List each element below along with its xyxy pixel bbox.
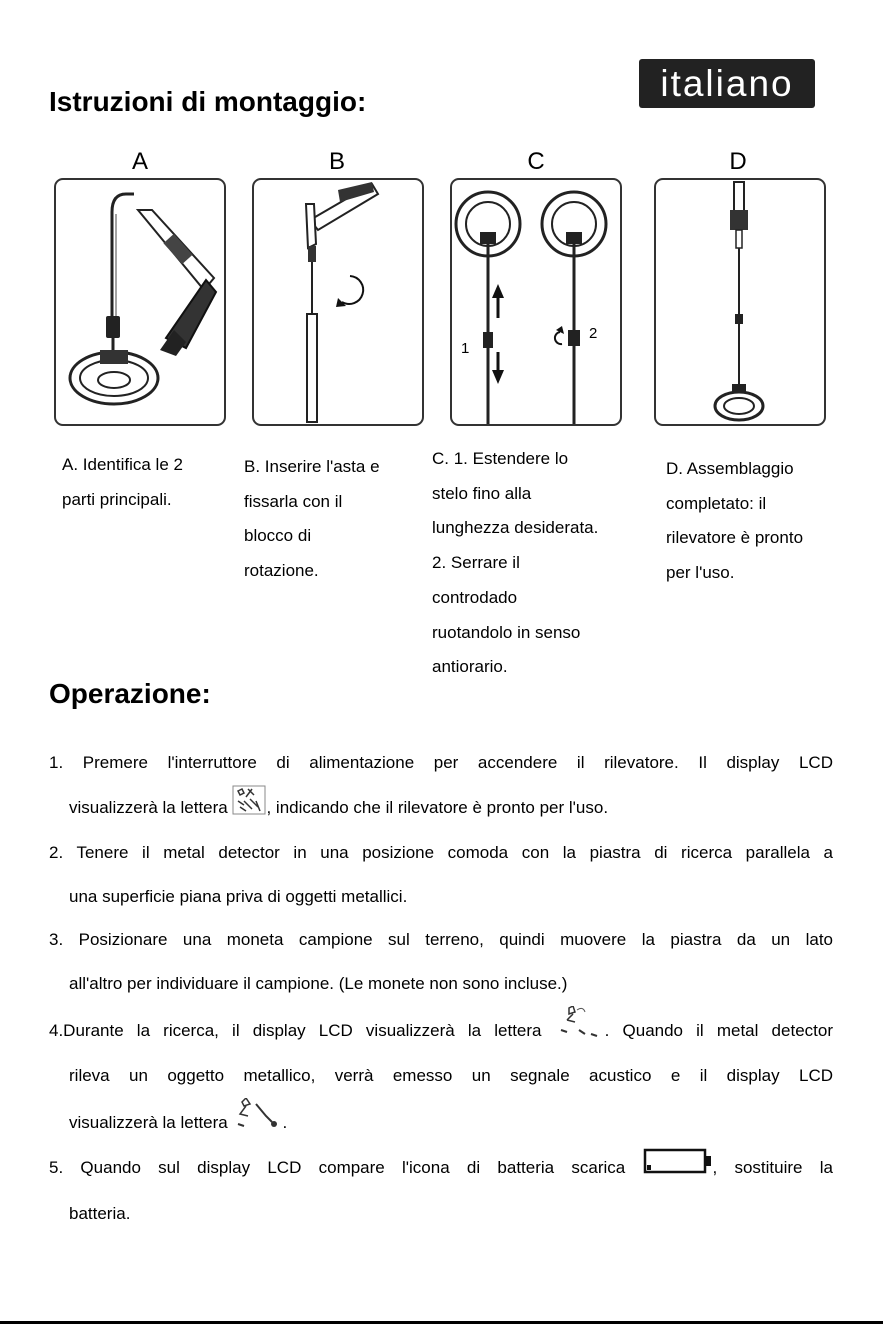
shaft-insertion-illustration	[254, 180, 422, 424]
op-item-4-line-1: 4.Durante la ricerca, il display LCD visualizzerà la lettera . Quando il metal detector	[49, 1006, 833, 1055]
op-item-3-line-2: all'altro per individuare il campione. (Le monete non sono incluse.)	[69, 973, 568, 993]
panel-b-illustration	[252, 178, 424, 426]
marker-2: 2	[589, 325, 598, 342]
op-item-4-line-3: visualizzerà la lettera .	[49, 1098, 833, 1147]
caption-b: B. Inserire l'asta e fissarla con il blocco di rotazione.	[244, 457, 380, 581]
panel-d-illustration	[654, 178, 826, 426]
step-label-c: C	[527, 148, 545, 175]
caption-a: A. Identifica le 2 parti principali.	[62, 455, 183, 509]
op-item-5-line-2: batteria.	[69, 1203, 131, 1223]
detector-parts-illustration	[56, 180, 224, 424]
lcd-searching-icon	[555, 1006, 605, 1055]
page-title: Istruzioni di montaggio:	[49, 86, 367, 117]
shaft-extension-illustration	[452, 180, 620, 424]
op-item-4-line-2: rileva un oggetto metallico, verrà emesso un segnale acustico e il display LCD	[69, 1066, 833, 1086]
low-battery-icon	[642, 1147, 712, 1192]
panel-c-illustration	[450, 178, 622, 426]
op-item-1-line-1: 1. Premere l'interruttore di alimentazione per accendere il rilevatore. Il display LCD	[49, 753, 833, 772]
step-label-b: B	[328, 148, 345, 175]
caption-c: C. 1. Estendere lo stelo fino alla lunghezza desiderata. 2. Serrare il controdado ruotandolo in senso antiorario.	[432, 449, 599, 677]
op-item-2-line-1: 2. Tenere il metal detector in una posizione comoda con la piastra di ricerca parallela a	[49, 843, 833, 863]
caption-d: D. Assemblaggio completato: il rilevatore è pronto per l'uso.	[666, 459, 804, 583]
marker-1: 1	[461, 340, 470, 357]
lcd-ready-icon	[232, 785, 266, 832]
panel-a-illustration	[54, 178, 226, 426]
op-item-5-line-1: 5. Quando sul display LCD compare l'icona di batteria scarica , sostituire la	[49, 1146, 833, 1192]
assembled-detector-illustration	[656, 180, 824, 424]
language-badge: italiano	[639, 59, 815, 108]
op-item-1-line-2: visualizzerà la lettera , indicando che il rilevatore è pronto per l'uso.	[49, 785, 833, 832]
step-label-d: D	[729, 148, 747, 175]
operation-list	[49, 741, 833, 1236]
op-item-3-line-1: 3. Posizionare una moneta campione sul terreno, quindi muovere la piastra da un lato	[49, 930, 833, 950]
op-item-2-line-2: una superficie piana priva di oggetti metallici.	[69, 886, 408, 906]
step-label-a: A	[131, 148, 148, 175]
lcd-detected-icon	[232, 1098, 282, 1147]
operation-title: Operazione:	[49, 678, 211, 709]
